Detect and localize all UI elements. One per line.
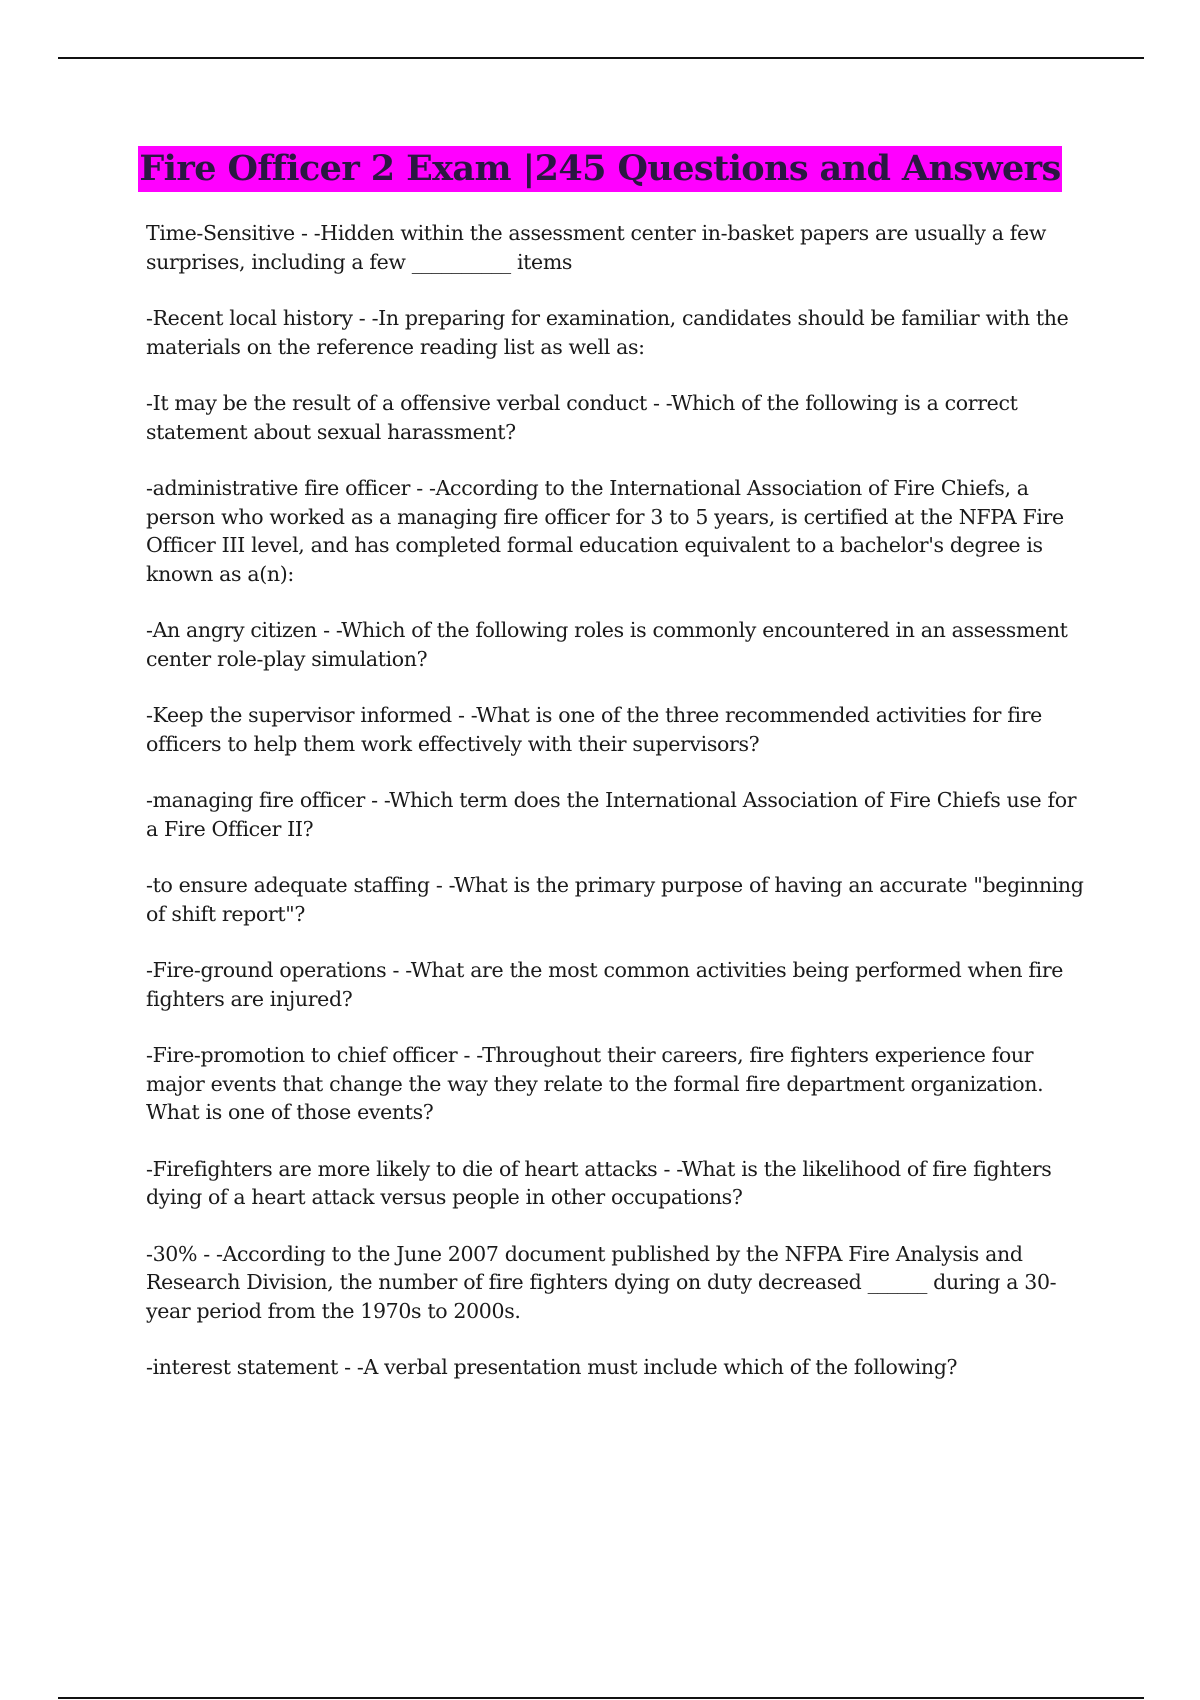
qa-separator: - (294, 221, 314, 245)
qa-question: -In preparing for examination, candidates should be familiar with the materials on the reference reading list as well as: (146, 306, 1069, 359)
qa-question: -According to the International Association of Fire Chiefs, a person who worked as a managing fire officer for 3 to 5 years, is certified at the NFPA Fire Officer III level, and has completed formal education equivalent to a bachelor's degree is known as a(n): (146, 476, 1064, 586)
qa-item (146, 219, 1086, 276)
qa-item (146, 389, 1086, 446)
qa-separator: - (451, 703, 471, 727)
qa-item (146, 1240, 1086, 1326)
qa-question: -According to the June 2007 document published by the NFPA Fire Analysis and Research Division, the number of fire fighters dying on duty decreased ______ during a 30-year period from the 1970s to 2000s. (146, 1241, 1057, 1323)
qa-question: -A verbal presentation must include which of the following? (356, 1355, 958, 1379)
qa-item (146, 1155, 1086, 1212)
qa-answer: -Fire-ground operations (146, 958, 387, 982)
qa-question: -What is the likelihood of fire fighters dying of a heart attack versus people in other occupations? (146, 1156, 1052, 1209)
qa-list (146, 219, 1086, 1410)
qa-question: -Hidden within the assessment center in-basket papers are usually a few surprises, including a few __________ items (146, 221, 1047, 274)
qa-answer: -managing fire officer (146, 788, 365, 812)
qa-answer: -It may be the result of a offensive verbal conduct (146, 391, 647, 415)
bottom-rule (58, 1697, 1144, 1699)
qa-answer: -Keep the supervisor informed (146, 703, 452, 727)
document-title: Fire Officer 2 Exam |245 Questions and Answers (138, 146, 1061, 192)
qa-separator: - (410, 476, 430, 500)
qa-separator: - (316, 618, 336, 642)
title-container (0, 146, 1200, 192)
qa-separator: - (657, 1156, 677, 1181)
top-rule (58, 57, 1144, 59)
qa-answer: -Fire-promotion to chief officer (146, 1043, 458, 1067)
qa-answer: -30% (146, 1241, 198, 1266)
qa-item (146, 1353, 1086, 1382)
qa-answer: -An angry citizen (146, 618, 317, 642)
qa-separator: - (646, 391, 666, 415)
qa-separator: - (197, 1241, 217, 1266)
qa-answer: -Firefighters are more likely to die of heart attacks (146, 1156, 658, 1181)
qa-answer: -to ensure adequate staffing (146, 873, 430, 897)
qa-question: -What are the most common activities being performed when fire fighters are injured? (146, 958, 1064, 1011)
qa-separator: - (364, 788, 384, 812)
qa-separator: - (337, 1355, 357, 1379)
qa-question: -Throughout their careers, fire fighters experience four major events that change the way they relate to the formal fire department organization. What is one of those events? (146, 1043, 1044, 1124)
qa-question: -Which of the following is a correct statement about sexual harassment? (146, 391, 1018, 444)
qa-separator: - (352, 306, 372, 330)
qa-answer: -administrative fire officer (146, 476, 411, 500)
qa-answer: -interest statement (146, 1355, 338, 1379)
qa-answer: Time-Sensitive (146, 221, 295, 245)
qa-answer: -Recent local history (146, 306, 353, 330)
qa-item (146, 956, 1086, 1013)
qa-question: -Which term does the International Association of Fire Chiefs use for a Fire Officer II? (146, 788, 1077, 841)
qa-separator: - (386, 958, 406, 982)
qa-item (146, 474, 1086, 588)
qa-question: -What is the primary purpose of having an accurate "beginning of shift report"? (146, 873, 1084, 926)
qa-separator: - (457, 1043, 477, 1067)
qa-item (146, 701, 1086, 758)
qa-item (146, 871, 1086, 928)
qa-item (146, 304, 1086, 361)
qa-separator: - (429, 873, 449, 897)
qa-item (146, 1041, 1086, 1127)
qa-item (146, 786, 1086, 843)
qa-item (146, 616, 1086, 673)
qa-question: -Which of the following roles is commonly encountered in an assessment center role-play simulation? (146, 618, 1068, 671)
qa-question: -What is one of the three recommended activities for fire officers to help them work effectively with their supervisors? (146, 703, 1042, 756)
